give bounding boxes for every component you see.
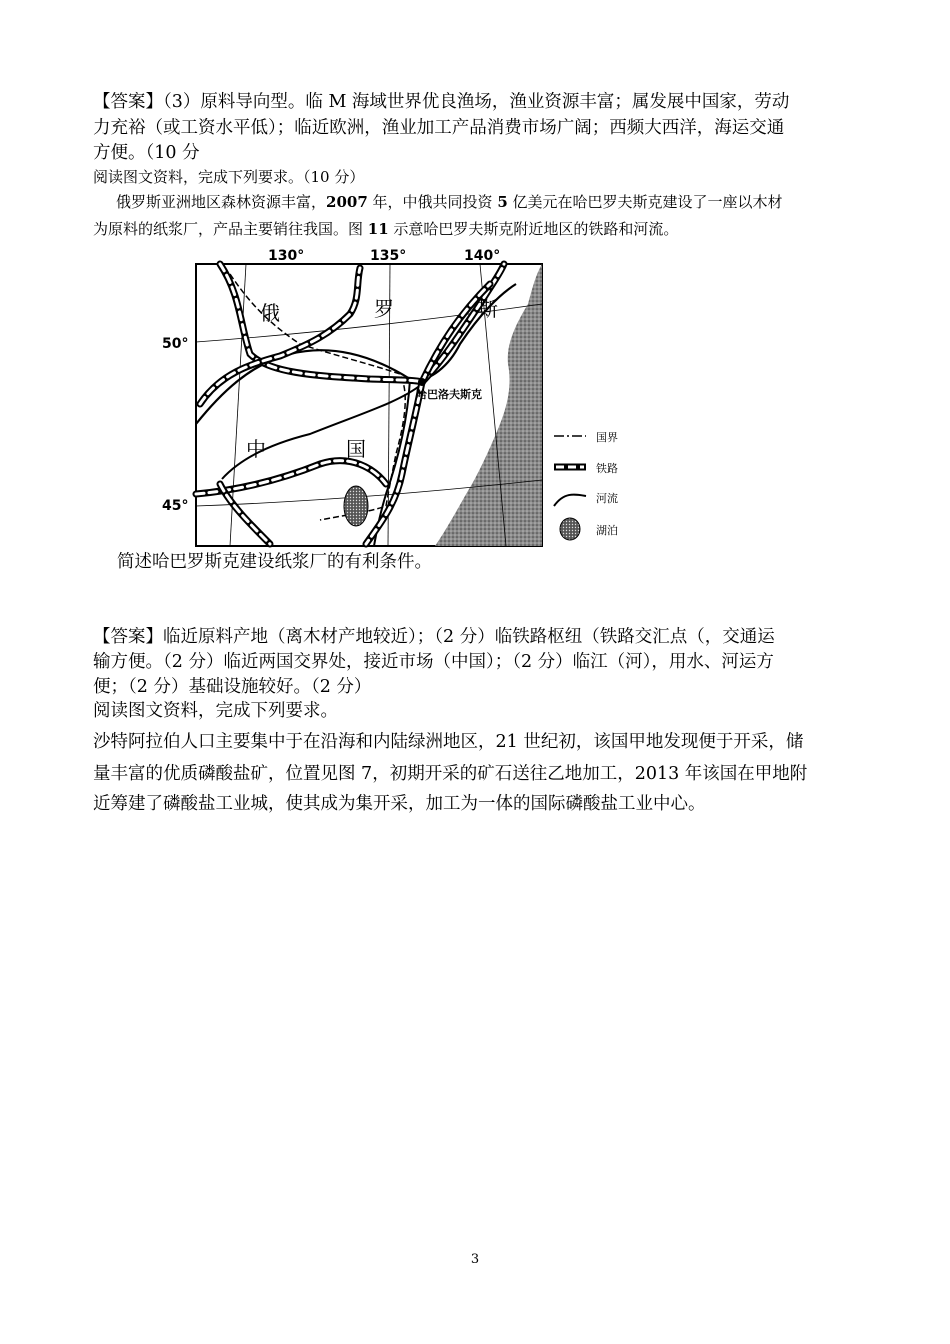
city-dot xyxy=(418,378,426,386)
section2-instruction: 阅读图文资料，完成下列要求。（10 分） xyxy=(93,168,365,186)
legend-label-lake: 湖泊 xyxy=(596,524,618,537)
section3-paragraph-line2: 量丰富的优质磷酸盐矿，位置见图 7，初期开采的矿石送往乙地加工，2013 年该国在甲地附 xyxy=(93,764,808,784)
railway-river-map xyxy=(160,244,650,550)
lon-label-135: 135° xyxy=(370,248,407,264)
para-text: 为原料的纸浆厂，产品主要销往我国。图 xyxy=(93,220,368,238)
section2-paragraph-line1 xyxy=(116,190,783,214)
answer-3-line1: 【答案】（3）原料导向型。临 M 海域世界优良渔场，渔业资源丰富；属发展中国家，劳动 xyxy=(93,92,790,112)
country-char-e: 俄 xyxy=(260,301,280,325)
para-text: 年，中俄共同投资 xyxy=(367,193,498,211)
legend-label-railway: 铁路 xyxy=(596,462,618,475)
answer-3-line2: 力充裕（或工资水平低）；临近欧洲，渔业加工产品消费市场广阔；西频大西洋，海运交通 xyxy=(93,118,785,138)
lake-khanka xyxy=(344,486,368,526)
para-text: 示意哈巴罗夫斯克附近地区的铁路和河流。 xyxy=(388,220,679,238)
country-char-si: 斯 xyxy=(478,297,498,321)
section3-instruction: 阅读图文资料，完成下列要求。 xyxy=(93,701,338,721)
para-text: 俄罗斯亚洲地区森林资源丰富， xyxy=(116,193,327,211)
country-char-zhong: 中 xyxy=(246,437,266,461)
answer-3-line3: 方便。（10 分 xyxy=(93,143,200,163)
map-legend xyxy=(554,431,618,540)
legend-label-border: 国界 xyxy=(596,431,618,444)
legend-lake-symbol xyxy=(560,518,580,540)
section2-answer-line1: 【答案】临近原料产地（离木材产地较近）；（2 分）临铁路枢纽（铁路交汇点（，交通运 xyxy=(93,627,775,647)
section3-paragraph-line1: 沙特阿拉伯人口主要集中于在沿海和内陆绿洲地区，21 世纪初，该国甲地发现便于开采，储 xyxy=(93,732,804,752)
page-number: 3 xyxy=(470,1252,480,1267)
legend-label-river: 河流 xyxy=(596,492,618,505)
country-char-luo: 罗 xyxy=(374,297,394,321)
legend-river-symbol xyxy=(554,495,586,506)
section2-answer-line2: 输方便。（2 分）临近两国交界处，接近市场（中国）；（2 分）临江（河），用水、河运方 xyxy=(93,652,774,672)
map-svg xyxy=(160,244,650,550)
section3-paragraph-line3: 近筹建了磷酸盐工业城，使其成为集开采，加工为一体的国际磷酸盐工业中心。 xyxy=(93,794,706,814)
city-label-khabarovsk: 哈巴洛夫斯克 xyxy=(416,388,482,401)
para-amount: 5 xyxy=(497,193,508,211)
country-char-guo: 国 xyxy=(346,437,366,461)
section2-paragraph-line2 xyxy=(93,217,678,241)
lat-label-50: 50° xyxy=(162,336,189,352)
section2-answer-line3: 便；（2 分）基础设施较好。（2 分） xyxy=(93,677,372,697)
lon-label-140: 140° xyxy=(464,248,501,264)
para-figure-number: 11 xyxy=(367,220,389,238)
lat-label-45: 45° xyxy=(162,498,189,514)
lon-label-130: 130° xyxy=(268,248,305,264)
para-year: 2007 xyxy=(326,193,368,211)
section2-question: 简述哈巴罗斯克建设纸浆厂的有利条件。 xyxy=(117,552,432,572)
para-text: 亿美元在哈巴罗夫斯克建设了一座以木材 xyxy=(507,193,783,211)
